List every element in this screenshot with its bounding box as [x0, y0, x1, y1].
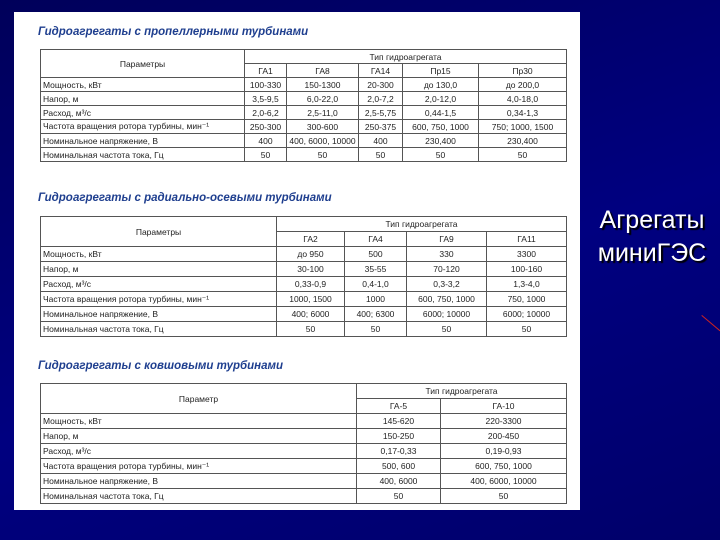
value-cell: 20-300 — [359, 78, 403, 92]
param-cell: Расход, м³/с — [41, 444, 357, 459]
param-cell: Номинальное напряжение, В — [41, 474, 357, 489]
table-row — [41, 489, 567, 504]
value-cell: 220-3300 — [441, 414, 567, 429]
table-row — [41, 474, 567, 489]
param-cell: Напор, м — [41, 429, 357, 444]
param-cell: Расход, м³/с — [41, 106, 245, 120]
column-header: ГА14 — [359, 64, 403, 78]
table-row — [41, 292, 567, 307]
value-cell: 0,3-3,2 — [407, 277, 487, 292]
value-cell: 0,17-0,33 — [357, 444, 441, 459]
table-row — [41, 444, 567, 459]
table-row — [41, 247, 567, 262]
table-row — [41, 414, 567, 429]
table-row — [41, 92, 567, 106]
value-cell: 400, 6000, 10000 — [287, 134, 359, 148]
type-header: Тип гидроагрегата — [357, 384, 567, 399]
value-cell: 0,34-1,3 — [479, 106, 567, 120]
value-cell: 2,5-11,0 — [287, 106, 359, 120]
param-cell: Номинальное напряжение, В — [41, 134, 245, 148]
value-cell: 50 — [277, 322, 345, 337]
value-cell: 70-120 — [407, 262, 487, 277]
value-cell: до 130,0 — [403, 78, 479, 92]
value-cell: 50 — [359, 148, 403, 162]
value-cell: 2,5-5,75 — [359, 106, 403, 120]
value-cell: 600, 750, 1000 — [441, 459, 567, 474]
value-cell: 1,3-4,0 — [487, 277, 567, 292]
value-cell: 300-600 — [287, 120, 359, 134]
value-cell: 230,400 — [403, 134, 479, 148]
table-pelton — [40, 383, 567, 504]
value-cell: 150-250 — [357, 429, 441, 444]
value-cell: 35-55 — [345, 262, 407, 277]
type-header: Тип гидроагрегата — [245, 50, 567, 64]
value-cell: 3,5-9,5 — [245, 92, 287, 106]
value-cell: 600, 750, 1000 — [403, 120, 479, 134]
value-cell: 1000 — [345, 292, 407, 307]
value-cell: 50 — [479, 148, 567, 162]
param-cell: Номинальная частота тока, Гц — [41, 148, 245, 162]
table-row — [41, 277, 567, 292]
value-cell: 50 — [345, 322, 407, 337]
value-cell: 1000, 1500 — [277, 292, 345, 307]
column-header: Пр15 — [403, 64, 479, 78]
value-cell: 50 — [245, 148, 287, 162]
section-title-radial-axial: Гидроагрегаты с радиально-осевыми турбинами — [38, 192, 332, 204]
value-cell: 50 — [407, 322, 487, 337]
value-cell: 4,0-18,0 — [479, 92, 567, 106]
value-cell: 2,0-12,0 — [403, 92, 479, 106]
slide-title-line-1: Агрегаты — [599, 206, 705, 234]
column-header: ГА-10 — [441, 399, 567, 414]
column-header: ГА8 — [287, 64, 359, 78]
param-cell: Частота вращения ротора турбины, мин⁻¹ — [41, 459, 357, 474]
param-cell: Частота вращения ротора турбины, мин⁻¹ — [41, 292, 277, 307]
section-title-propeller: Гидроагрегаты с пропеллерными турбинами — [38, 26, 309, 38]
value-cell: 330 — [407, 247, 487, 262]
value-cell: 150-1300 — [287, 78, 359, 92]
value-cell: 750; 1000, 1500 — [479, 120, 567, 134]
value-cell: 600, 750, 1000 — [407, 292, 487, 307]
value-cell: 145-620 — [357, 414, 441, 429]
value-cell: 3300 — [487, 247, 567, 262]
value-cell: 400; 6000 — [277, 307, 345, 322]
table-row — [41, 262, 567, 277]
value-cell: 2,0-6,2 — [245, 106, 287, 120]
column-header: ГА2 — [277, 232, 345, 247]
table-row — [41, 148, 567, 162]
column-header: ГА1 — [245, 64, 287, 78]
value-cell: 400, 6000 — [357, 474, 441, 489]
column-header: Пр30 — [479, 64, 567, 78]
value-cell: 0,44-1,5 — [403, 106, 479, 120]
value-cell: 6,0-22,0 — [287, 92, 359, 106]
value-cell: 0,4-1,0 — [345, 277, 407, 292]
value-cell: 0,33-0,9 — [277, 277, 345, 292]
value-cell: 50 — [441, 489, 567, 504]
value-cell: 50 — [487, 322, 567, 337]
value-cell: до 200,0 — [479, 78, 567, 92]
param-cell: Мощность, кВт — [41, 414, 357, 429]
param-cell: Номинальное напряжение, В — [41, 307, 277, 322]
value-cell: 250-375 — [359, 120, 403, 134]
value-cell: 6000; 10000 — [407, 307, 487, 322]
column-header: ГА-5 — [357, 399, 441, 414]
value-cell: 750, 1000 — [487, 292, 567, 307]
table-row — [41, 78, 567, 92]
table-row — [41, 322, 567, 337]
table-row — [41, 106, 567, 120]
table-row — [41, 459, 567, 474]
value-cell: 6000; 10000 — [487, 307, 567, 322]
value-cell: 500 — [345, 247, 407, 262]
value-cell: 30-100 — [277, 262, 345, 277]
slide-title — [588, 204, 716, 270]
value-cell: 50 — [287, 148, 359, 162]
slide-title-line-2: миниГЭС — [597, 239, 707, 267]
value-cell: 400, 6000, 10000 — [441, 474, 567, 489]
table-row — [41, 307, 567, 322]
value-cell: 0,19-0,93 — [441, 444, 567, 459]
param-cell: Частота вращения ротора турбины, мин⁻¹ — [41, 120, 245, 134]
param-cell: Номинальная частота тока, Гц — [41, 489, 357, 504]
table-propeller — [40, 49, 567, 162]
value-cell: 100-330 — [245, 78, 287, 92]
value-cell: 50 — [357, 489, 441, 504]
param-cell: Мощность, кВт — [41, 247, 277, 262]
value-cell: 400 — [359, 134, 403, 148]
value-cell: 250-300 — [245, 120, 287, 134]
type-header: Тип гидроагрегата — [277, 217, 567, 232]
section-title-pelton: Гидроагрегаты с ковшовыми турбинами — [38, 360, 284, 372]
table-radial-axial — [40, 216, 567, 337]
value-cell: 50 — [403, 148, 479, 162]
value-cell: 200-450 — [441, 429, 567, 444]
value-cell: до 950 — [277, 247, 345, 262]
param-cell: Расход, м³/с — [41, 277, 277, 292]
column-header: ГА9 — [407, 232, 487, 247]
param-header: Параметры — [41, 50, 245, 78]
value-cell: 400 — [245, 134, 287, 148]
value-cell: 2,0-7,2 — [359, 92, 403, 106]
value-cell: 100-160 — [487, 262, 567, 277]
param-cell: Напор, м — [41, 262, 277, 277]
column-header: ГА4 — [345, 232, 407, 247]
param-header: Параметры — [41, 217, 277, 247]
value-cell: 230,400 — [479, 134, 567, 148]
table-row — [41, 429, 567, 444]
table-row — [41, 120, 567, 134]
param-header: Параметр — [41, 384, 357, 414]
value-cell: 400; 6300 — [345, 307, 407, 322]
param-cell: Номинальная частота тока, Гц — [41, 322, 277, 337]
param-cell: Мощность, кВт — [41, 78, 245, 92]
value-cell: 500, 600 — [357, 459, 441, 474]
table-row — [41, 134, 567, 148]
document-image — [14, 12, 580, 510]
column-header: ГА11 — [487, 232, 567, 247]
param-cell: Напор, м — [41, 92, 245, 106]
